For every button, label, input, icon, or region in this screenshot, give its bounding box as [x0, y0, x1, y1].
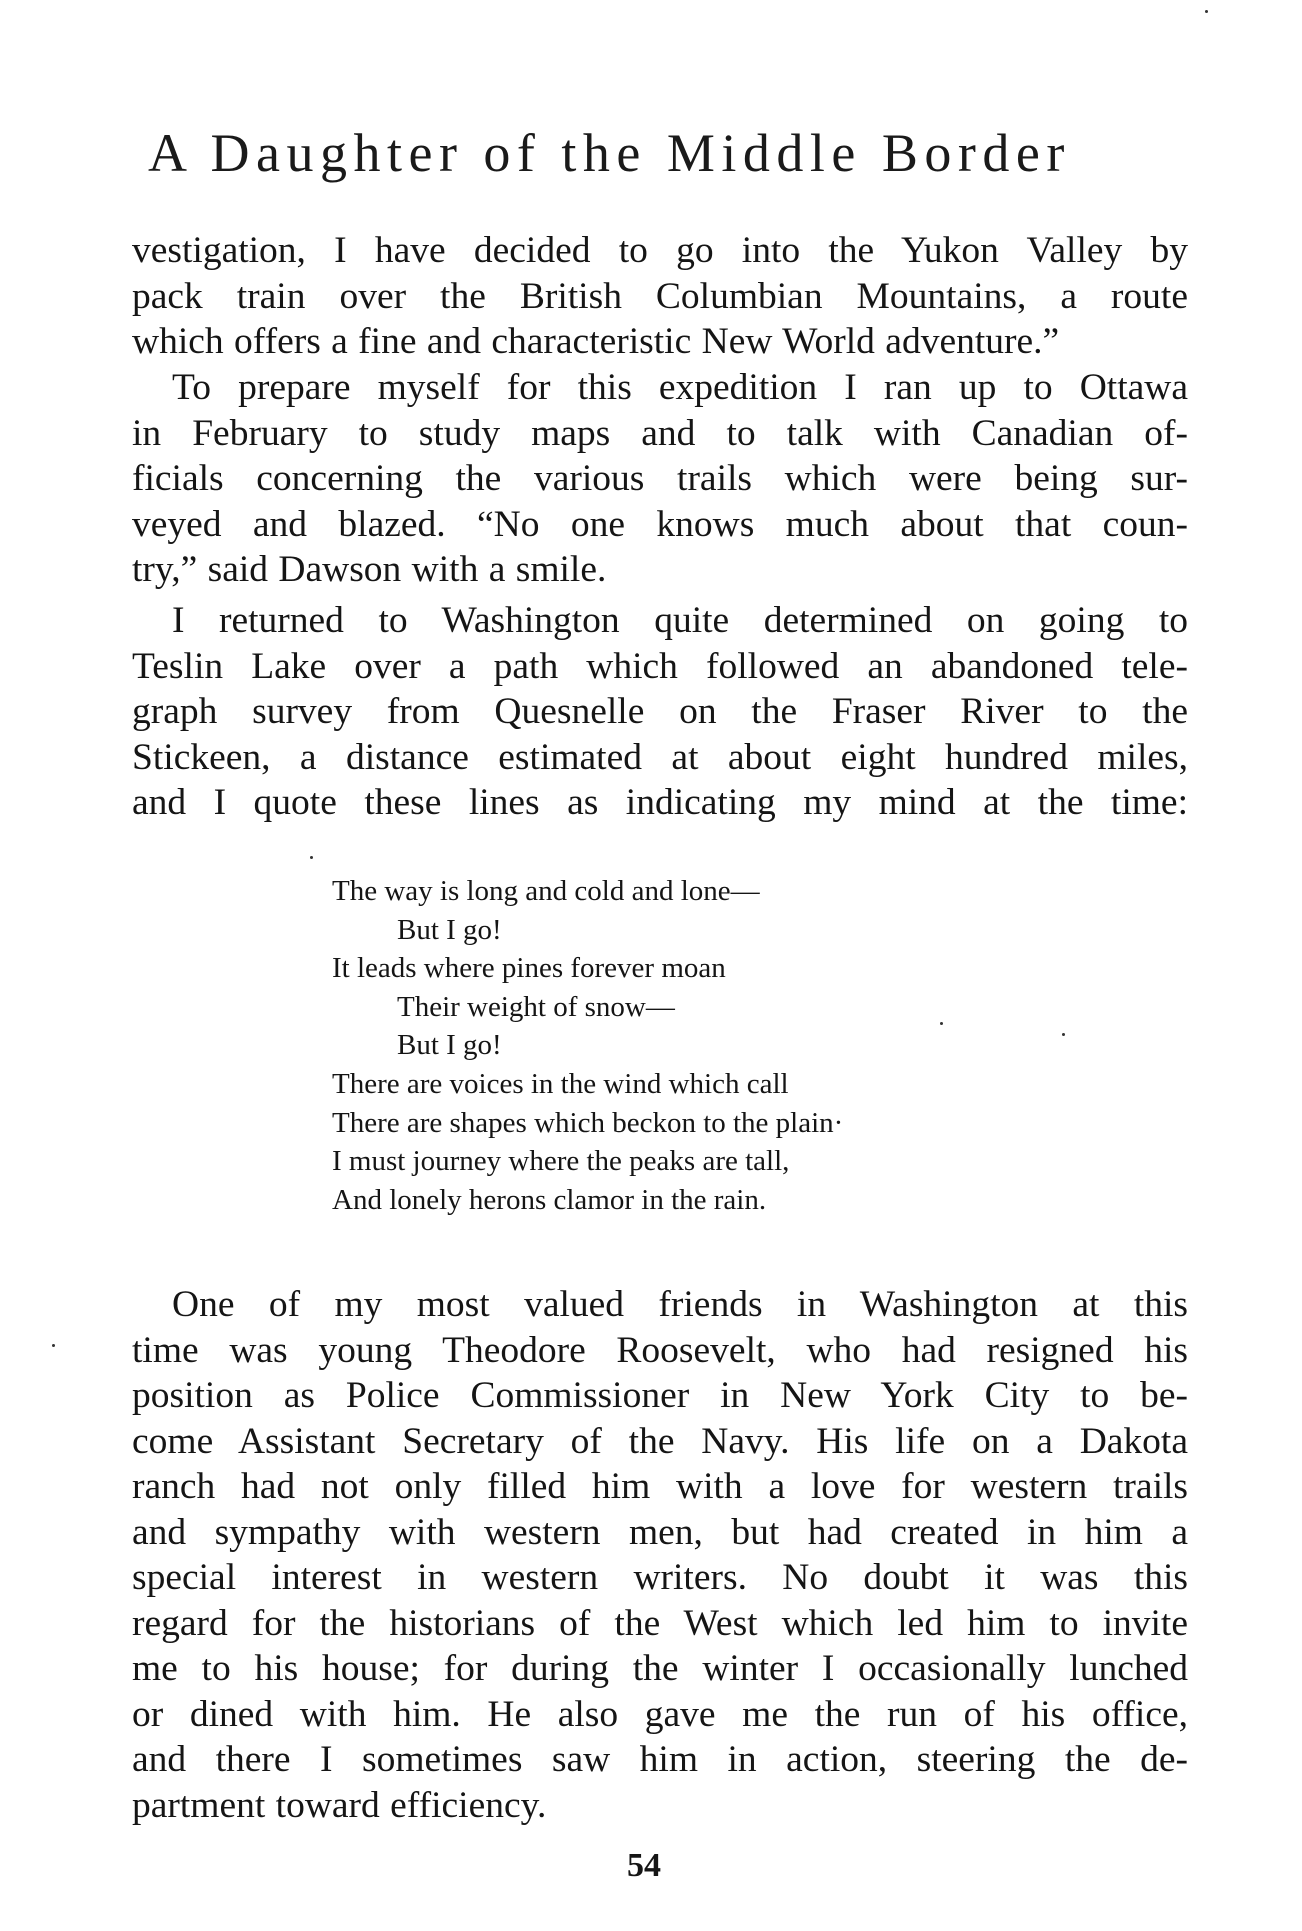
paragraph-4	[132, 1282, 1188, 1828]
running-title: A Daughter of the Middle Border	[148, 123, 1071, 183]
print-speck	[1205, 10, 1208, 13]
text-line: Stickeen, a distance estimated at about eight hundred miles,	[132, 736, 1188, 778]
poem-line: It leads where pines forever moan	[332, 952, 726, 985]
poem-line: Their weight of snow—	[397, 990, 675, 1023]
text-line: time was young Theodore Roosevelt, who had resigned his	[132, 1329, 1188, 1371]
text-line: and there I sometimes saw him in action, steering the de-	[132, 1739, 1188, 1780]
text-line: graph survey from Quesnelle on the Fraser River to the	[132, 691, 1188, 732]
text-line: pack train over the British Columbian Mountains, a route	[132, 275, 1188, 317]
poem-line: There are voices in the wind which call	[332, 1067, 789, 1100]
text-line: come Assistant Secretary of the Navy. His life on a Dakota	[132, 1420, 1188, 1462]
poem-line: The way is long and cold and lone—	[332, 875, 760, 907]
text-line: me to his house; for during the winter I occasionally lunched	[132, 1648, 1188, 1689]
print-speck	[940, 1022, 943, 1025]
paragraph-2	[132, 365, 1188, 593]
page-number: 54	[627, 1847, 661, 1884]
text-line: ranch had not only filled him with a love for western trails	[132, 1466, 1188, 1507]
print-speck	[310, 856, 313, 859]
text-line: and sympathy with western men, but had created in him a	[132, 1511, 1188, 1553]
text-line: regard for the historians of the West which led him to invite	[132, 1602, 1188, 1644]
text-line: Teslin Lake over a path which followed an abandoned tele-	[132, 645, 1188, 687]
poem-stanza	[332, 872, 843, 1219]
text-line: One of my most valued friends in Washington at this	[172, 1284, 1188, 1325]
text-line: veyed and blazed. “No one knows much about that coun-	[132, 503, 1188, 545]
print-speck	[1062, 1033, 1065, 1036]
text-line: position as Police Commissioner in New York City to be-	[132, 1375, 1188, 1416]
text-line: ficials concerning the various trails which were being sur-	[132, 458, 1188, 499]
text-line: vestigation, I have decided to go into the Yukon Valley by	[132, 230, 1188, 271]
paragraph-1	[132, 228, 1188, 365]
text-line: or dined with him. He also gave me the run of his office,	[132, 1693, 1188, 1735]
text-line: partment toward efficiency.	[132, 1784, 547, 1826]
text-line: To prepare myself for this expedition I ran up to Ottawa	[172, 367, 1188, 408]
text-line: and I quote these lines as indicating my mind at the time:	[132, 782, 1188, 823]
text-line: in February to study maps and to talk with Canadian of-	[132, 412, 1188, 454]
poem-line: There are shapes which beckon to the plain·	[332, 1106, 844, 1139]
print-speck	[52, 1344, 55, 1347]
poem-line: But I go!	[397, 1029, 502, 1062]
text-line: try,” said Dawson with a smile.	[132, 549, 607, 590]
poem-line: But I go!	[397, 913, 502, 946]
poem-line: I must journey where the peaks are tall,	[332, 1145, 790, 1178]
text-line: special interest in western writers. No doubt it was this	[132, 1557, 1188, 1598]
text-line: I returned to Washington quite determined on going to	[172, 600, 1188, 641]
paragraph-3	[132, 598, 1188, 826]
poem-line: And lonely herons clamor in the rain.	[332, 1183, 767, 1216]
text-line: which offers a fine and characteristic New World adventure.”	[132, 321, 1060, 362]
